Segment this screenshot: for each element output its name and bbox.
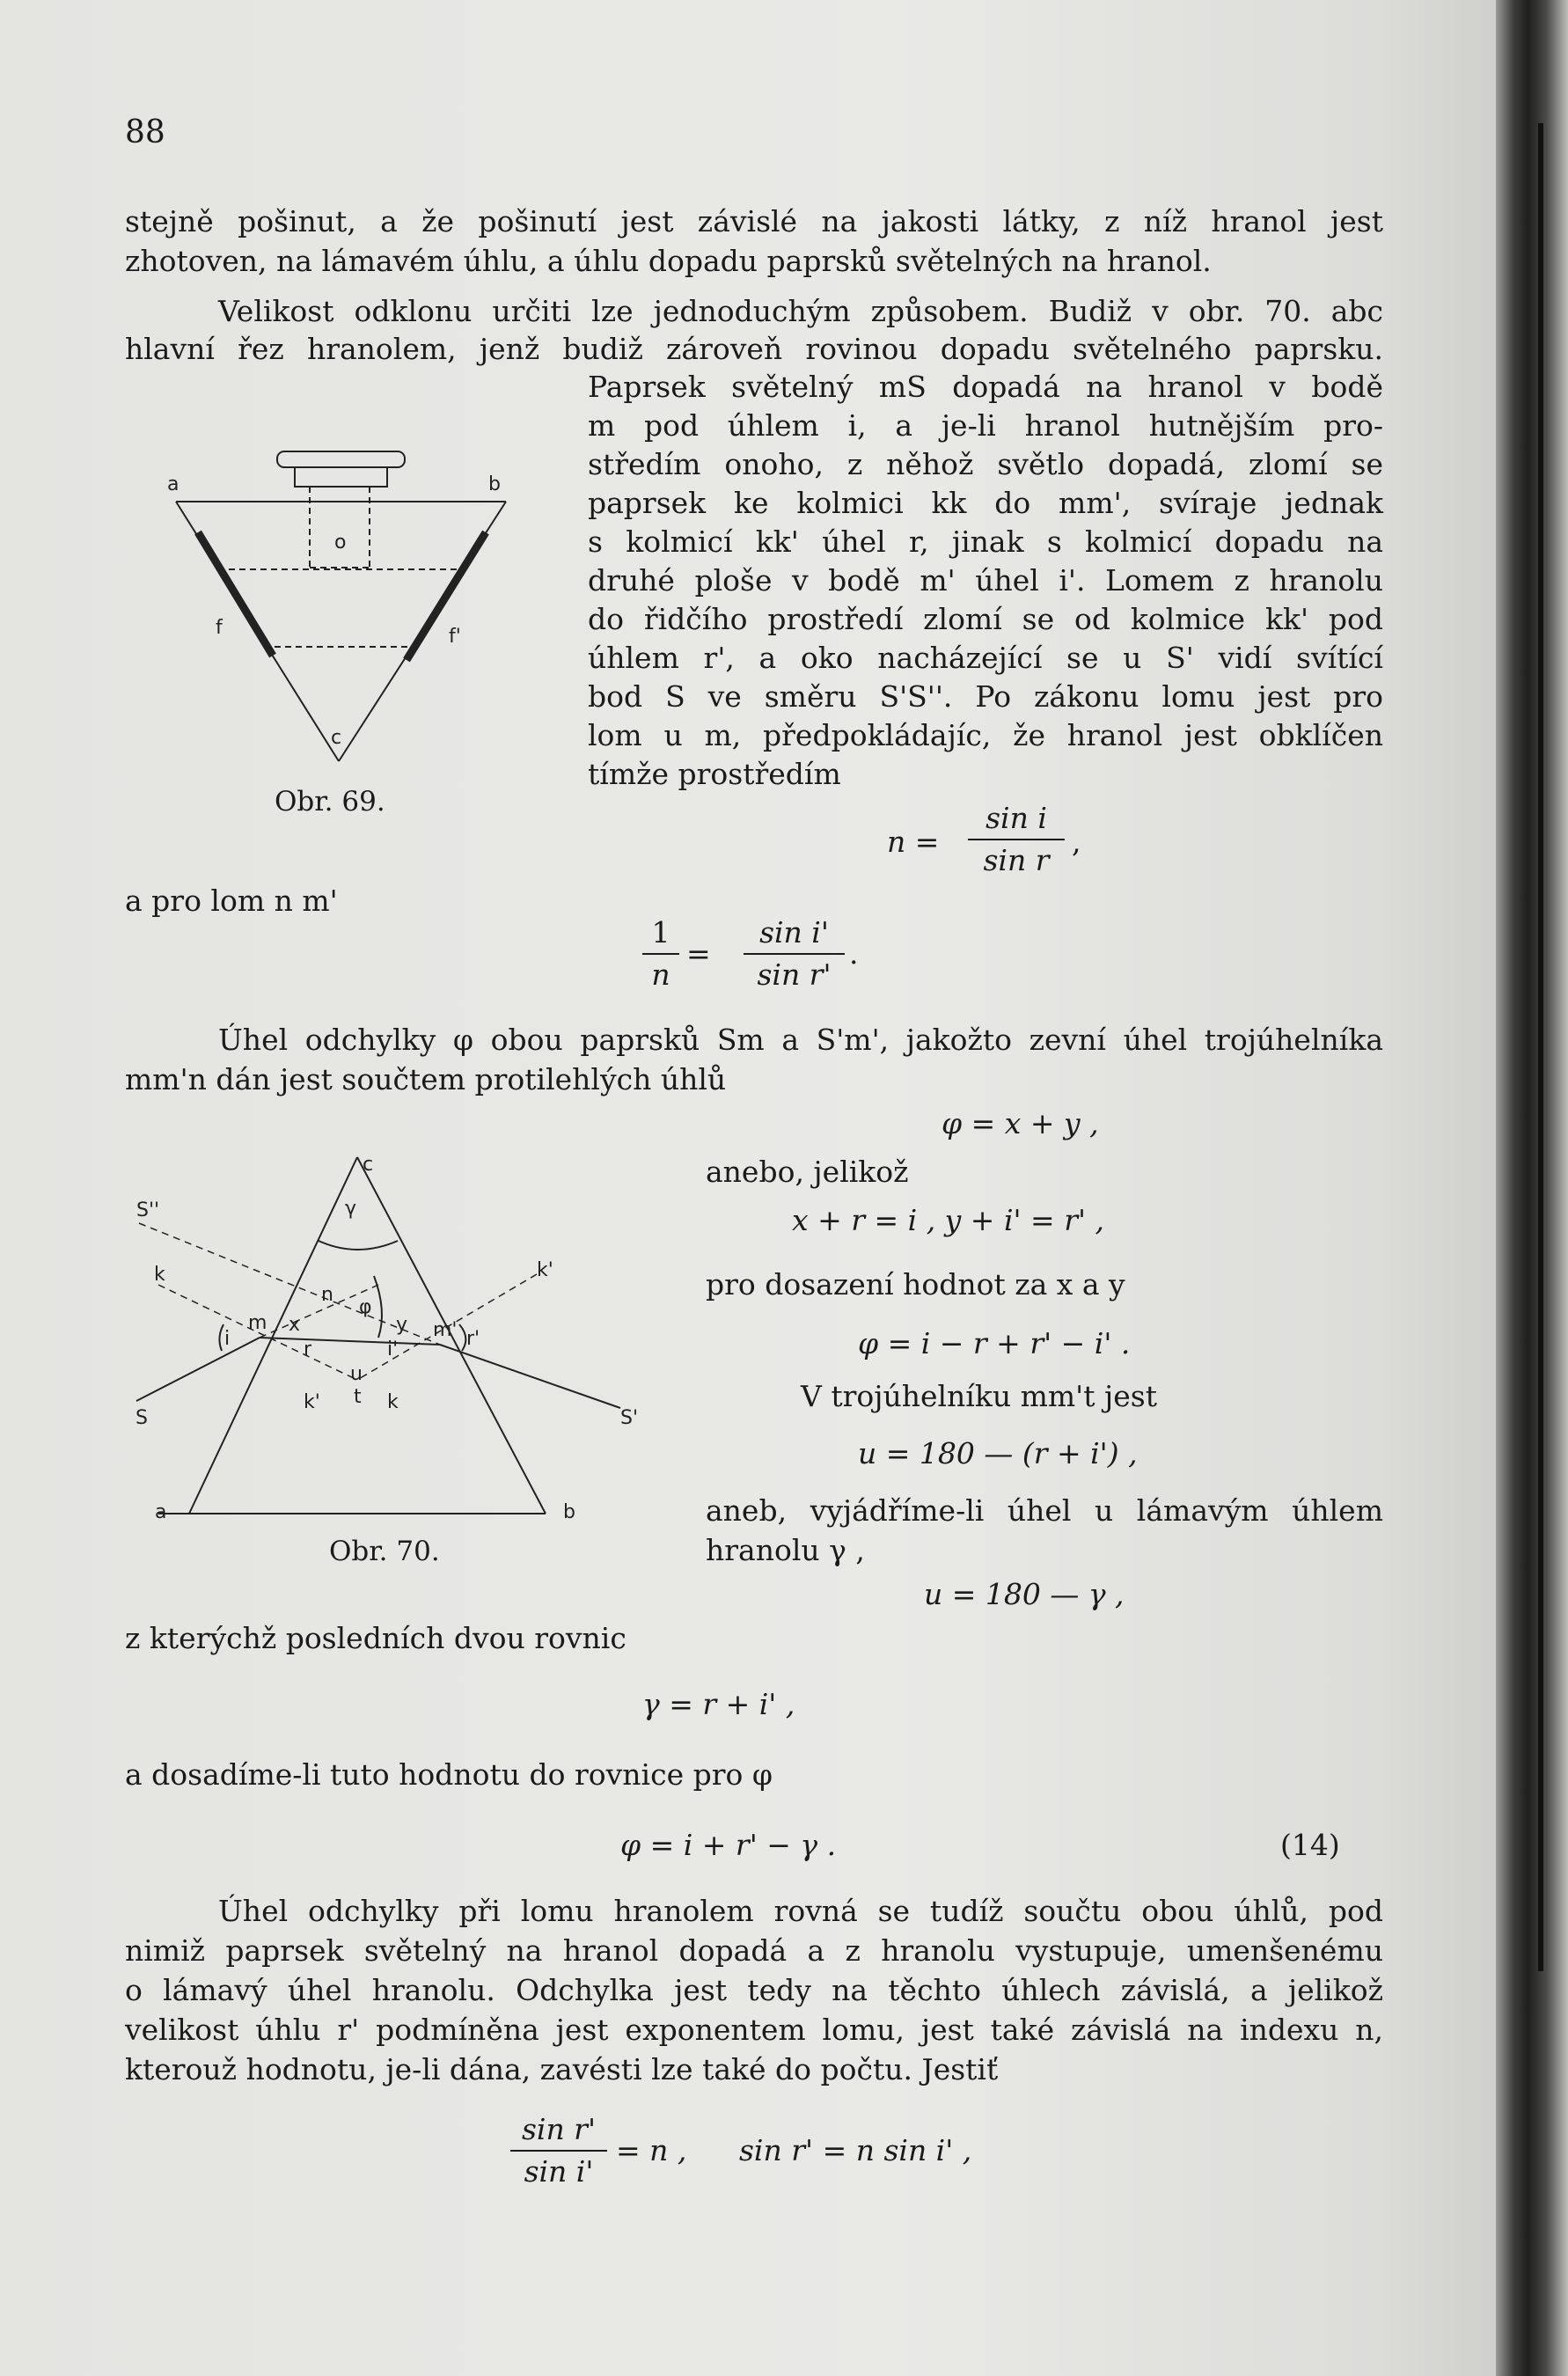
fig70-label-c: c xyxy=(363,1154,374,1176)
p2-line-4: paprsek ke kolmici kk do mm', svíraje jednak xyxy=(588,486,1383,520)
eq2-rhs-bar xyxy=(744,953,845,955)
fig70-label-k: k xyxy=(154,1264,165,1286)
eq2-rhs-fraction xyxy=(744,915,845,993)
fig70-label-kb: k' xyxy=(304,1391,320,1413)
fig69-label-f: f xyxy=(216,617,223,639)
eq1-tail: , xyxy=(1072,825,1081,859)
eq-last-fraction xyxy=(510,2112,607,2189)
eq2-lhs-denominator: n xyxy=(651,957,670,992)
fig69-stopper-neck xyxy=(295,467,387,487)
text-aneb: aneb, vyjádříme-li úhel u lámavým úhlem xyxy=(706,1493,1383,1528)
p1-line-1: stejně pošinut, a že pošinutí jest závislé na jakosti látky, z níž hranol jest xyxy=(125,204,1383,238)
p2-line-9: bod S ve směru S'S''. Po zákonu lomu jest pro xyxy=(588,679,1383,714)
eq-last-bar xyxy=(510,2150,607,2152)
p4-line-3: o lámavý úhel hranolu. Odchylka jest tedy na těchto úhlech závislá, a jelikož xyxy=(125,1973,1383,2007)
fig70-label-t: t xyxy=(354,1386,362,1408)
fig70-label-S1: S' xyxy=(620,1407,639,1429)
fig70-label-a: a xyxy=(155,1501,167,1523)
fig69-label-f2: f' xyxy=(449,626,461,648)
page-number: 88 xyxy=(125,114,165,150)
fig70-label-phi: φ xyxy=(359,1296,372,1318)
eq2-rhs-numerator: sin i' xyxy=(759,915,829,950)
fig69-left-plate xyxy=(198,532,273,656)
eq1-denominator: sin r xyxy=(983,843,1050,877)
fig70-label-i: i xyxy=(224,1328,231,1350)
fig70-label-gamma: γ xyxy=(345,1198,357,1220)
fig70-gamma-arc xyxy=(319,1241,398,1250)
p3-line-2: mm'n dán jest součtem protilehlých úhlů xyxy=(125,1062,727,1096)
p2-line-5: s kolmicí kk' úhel r, jinak s kolmicí dopadu na xyxy=(588,524,1383,559)
eq-14-number: (14) xyxy=(1280,1828,1340,1862)
fig70-exit-ray xyxy=(440,1345,620,1408)
p2-line-10: lom u m, předpokládajíc, že hranol jest obklíčen xyxy=(588,718,1383,752)
fig69-caption: Obr. 69. xyxy=(275,786,385,818)
text-dosazeni: pro dosazení hodnot za x a y xyxy=(706,1267,1125,1302)
fig70-label-m2: m' xyxy=(433,1319,458,1341)
eq1-numerator: sin i xyxy=(985,801,1047,835)
eq1-bar xyxy=(968,839,1065,840)
eq2-rhs-denominator: sin r' xyxy=(757,957,832,992)
eq2-tail: . xyxy=(849,936,859,971)
figure-70 xyxy=(123,1144,669,1540)
fig69-label-c: c xyxy=(331,727,342,749)
p2-line-7: do řidčího prostředí zlomí se od kolmice kk' pod xyxy=(588,602,1383,636)
fig69-label-a: a xyxy=(167,473,180,495)
text-hranolu: hranolu γ , xyxy=(706,1533,865,1567)
fig70-label-r: r xyxy=(304,1338,312,1360)
fig70-label-m: m xyxy=(248,1312,267,1334)
figure-69 xyxy=(158,436,528,788)
text-z-kterychz: z kterýchž posledních dvou rovnic xyxy=(125,1621,626,1655)
eq-u-180-ri: u = 180 — (r + i') , xyxy=(858,1436,1138,1470)
fig70-caption: Obr. 70. xyxy=(329,1536,440,1567)
eq-gamma-r-i: γ = r + i' , xyxy=(642,1687,795,1721)
fig70-label-S: S xyxy=(136,1407,148,1429)
fig69-right-plate xyxy=(407,532,486,660)
eq-phi-xy: φ = x + y , xyxy=(942,1106,1099,1140)
and-for-line: a pro lom n m' xyxy=(125,884,338,918)
fig70-label-k2: k' xyxy=(537,1259,553,1281)
fig70-label-i2: i' xyxy=(387,1338,399,1360)
eq-last-denominator: sin i' xyxy=(524,2154,594,2189)
fig70-label-x: x xyxy=(289,1314,301,1336)
book-spine-edge xyxy=(1496,0,1568,2376)
eq-x-r-y-i: x + r = i , y + i' = r' , xyxy=(792,1203,1105,1237)
fig70-label-kb2: k xyxy=(387,1391,399,1413)
eq2-lhs-numerator: 1 xyxy=(651,915,670,950)
eq-last-rest: sin r' = n sin i' , xyxy=(739,2133,972,2167)
p3-line-1: Úhel odchylky φ obou paprsků Sm a S'm', jakožto zevní úhel trojúhelníka xyxy=(218,1023,1383,1057)
p4-line-1: Úhel odchylky při lomu hranolem rovná se tudíž součtu obou úhlů, pod xyxy=(218,1894,1383,1928)
fig70-internal-ray xyxy=(260,1338,440,1345)
eq2-lhs-fraction xyxy=(642,915,679,993)
eq2-lhs-bar xyxy=(642,953,679,955)
p4-line-5: kterouž hodnotu, je-li dána, zavésti lze také do počtu. Jestiť xyxy=(125,2052,999,2086)
fig70-label-y: y xyxy=(396,1314,408,1336)
p4-line-2: nimiž paprsek světelný na hranol dopadá a z hranolu vystupuje, umenšenému xyxy=(125,1933,1383,1968)
fig70-prism-left xyxy=(189,1157,357,1514)
p2-line-6: druhé ploše v bodě m' úhel i'. Lomem z hranolu xyxy=(588,563,1383,598)
p1-line-2: zhotoven, na lámavém úhlu, a úhlu dopadu paprsků světelných na hranol. xyxy=(125,244,1212,278)
eq-u-180-gamma: u = 180 — γ , xyxy=(924,1577,1125,1611)
eq-14: φ = i + r' − γ . xyxy=(620,1828,837,1862)
p1-line-3: Velikost odklonu určiti lze jednoduchým způsobem. Budiž v obr. 70. abc xyxy=(218,294,1383,328)
text-dosadime: a dosadíme-li tuto hodnotu do rovnice pro φ xyxy=(125,1757,773,1792)
fig70-label-S2: S'' xyxy=(136,1199,160,1221)
p2-line-11: tímže prostředím xyxy=(588,757,841,791)
fig70-incident-ray xyxy=(136,1338,260,1401)
p4-line-4: velikost úhlu r' podmíněna jest exponentem lomu, jest také závislá na indexu n, xyxy=(125,2013,1383,2047)
fig70-label-b: b xyxy=(563,1501,575,1523)
p1-line-4: hlavní řez hranolem, jenž budiž zároveň rovinou dopadu světelného paprsku. xyxy=(125,332,1383,366)
eq-last-numerator: sin r' xyxy=(521,2112,597,2146)
p2-line-8: úhlem r', a oko nacházející se u S' vidí svítící xyxy=(588,641,1383,675)
eq1-fraction xyxy=(968,801,1065,878)
text-trojuhelnik: V trojúhelníku mm't jest xyxy=(801,1379,1157,1413)
eq-phi-expanded: φ = i − r + r' − i' . xyxy=(858,1326,1131,1360)
eq1-lhs: n = xyxy=(887,825,940,859)
p2-line-2: m pod úhlem i, a je-li hranol hutnějším pro- xyxy=(588,408,1383,443)
eq2-equals: = xyxy=(686,936,711,971)
fig69-label-b: b xyxy=(488,473,501,495)
text-anebo: anebo, jelikož xyxy=(706,1155,909,1189)
fig69-label-o: o xyxy=(334,532,347,554)
fig70-label-r2: r' xyxy=(466,1328,480,1350)
eq-last-mid: = n , xyxy=(616,2133,687,2167)
fig69-stopper-cap xyxy=(277,451,405,467)
p2-line-3: středím onoho, z něhož světlo dopadá, zlomí se xyxy=(588,447,1383,481)
fig70-label-n: n xyxy=(321,1284,333,1306)
p2-line-1: Paprsek světelný mS dopadá na hranol v bodě xyxy=(588,370,1383,404)
fig70-label-u: u xyxy=(350,1363,363,1385)
spine-shadow xyxy=(1538,123,1543,1971)
